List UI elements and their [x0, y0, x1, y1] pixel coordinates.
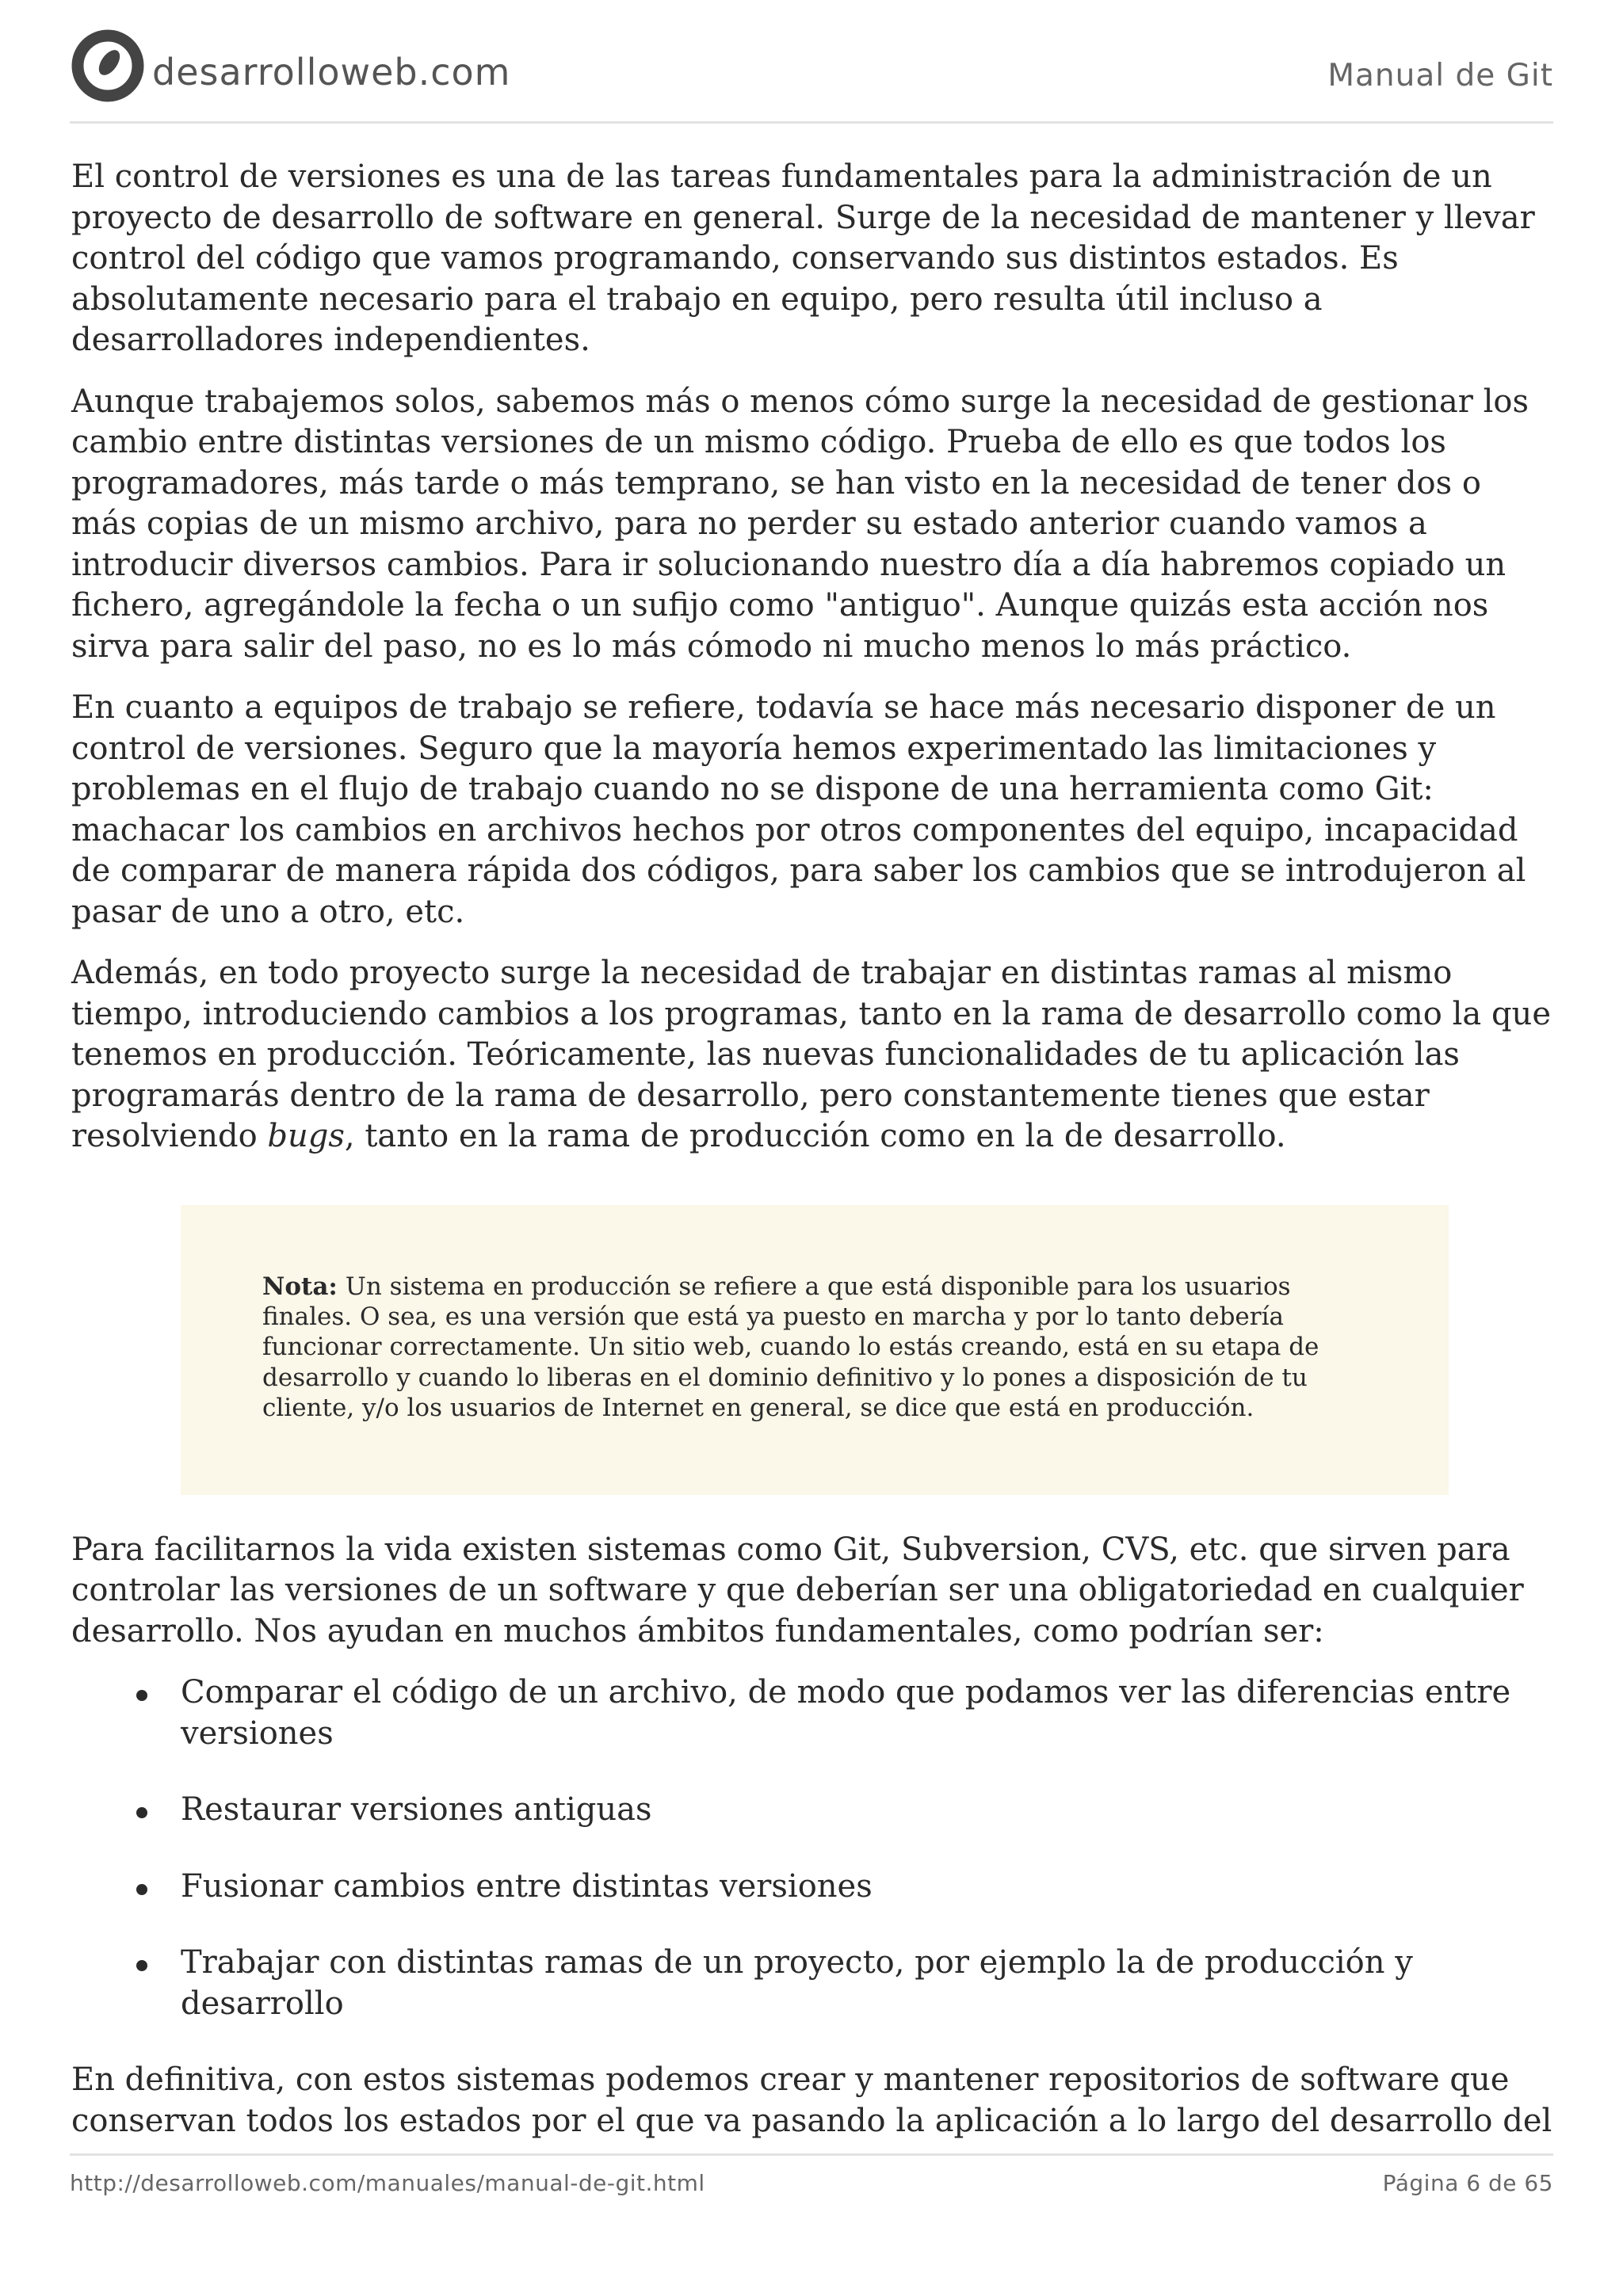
note-label: Nota:	[262, 1272, 338, 1301]
bullet-icon	[136, 1690, 147, 1701]
paragraph-4-text-before: Además, en todo proyecto surge la necesidad de trabajar en distintas ramas al mismo tiempo, introduciendo cambios a los programas, tanto en la rama de desarrollo como la que tenemos en producción. Teóricamente, las nuevas funcionalidades de tu aplicación las programarás dentro de la rama de desarrollo, pero constantemente tienes que estar resolviendo	[71, 955, 1551, 1154]
paragraph-4	[71, 953, 1555, 1158]
note-box	[181, 1205, 1449, 1495]
list-item	[71, 1672, 1555, 1754]
list-item	[71, 1943, 1555, 2024]
list-item	[71, 1867, 1555, 1908]
site-logo[interactable]	[70, 22, 511, 109]
note-text: Un sistema en producción se refiere a que está disponible para los usuarios finales. O sea, es una versión que está ya puesto en marcha y por lo tanto debería funcionar correctamente. Un sitio web, cuando lo estás creando, está en su etapa de desarrollo y cuando lo liberas en el dominio definitivo y lo pones a disposición de tu cliente, y/o los usuarios de Internet en general, se dice que está en producción.	[262, 1272, 1319, 1423]
paragraph-6: En definitiva, con estos sistemas podemos crear y mantener repositorios de software que conservan todos los estados por el que va pasando la aplicación a lo largo del desarrollo del	[71, 2061, 1552, 2139]
page-header	[70, 22, 1553, 124]
paragraph-4-emphasis: bugs	[267, 1118, 345, 1154]
paragraph-5: Para facilitarnos la vida existen sistemas como Git, Subversion, CVS, etc. que sirven para controlar las versiones de un software y que deberían ser una obligatoriedad en cualquier desarrollo. Nos ayudan en muchos ámbitos fundamentales, como podrían ser:	[71, 1531, 1524, 1650]
list-item	[71, 1790, 1555, 1831]
bullet-icon	[136, 1807, 147, 1818]
logo-wordmark: desarrolloweb.com	[152, 51, 511, 93]
paragraph-2: Aunque trabajemos solos, sabemos más o menos cómo surge la necesidad de gestionar los cambio entre distintas versiones de un mismo código. Prueba de ello es que todos los programadores, más tarde o más temprano, se han visto en la necesidad de tener dos o más copias de un mismo archivo, para no perder su estado anterior cuando vamos a introducir diversos cambios. Para ir solucionando nuestro día a día habremos copiado un fichero, agregándole la fecha o un sufijo como "antiguo". Aunque quizás esta acción nos sirva para salir del paso, no es lo más cómodo ni mucho menos lo más práctico.	[71, 383, 1529, 665]
page-number: Página 6 de 65	[1382, 2170, 1553, 2196]
paragraph-3: En cuanto a equipos de trabajo se refiere, todavía se hace más necesario disponer de un control de versiones. Seguro que la mayoría hemos experimentado las limitaciones y problemas en el flujo de trabajo cuando no se dispone de una herramienta como Git: machacar los cambios en archivos hechos por otros componentes del equipo, incapacidad de comparar de manera rápida dos códigos, para saber los cambios que se introdujeron al pasar de uno a otro, etc.	[71, 689, 1526, 930]
paragraph-1: El control de versiones es una de las tareas fundamentales para la administración de un proyecto de desarrollo de software en general. Surge de la necesidad de mantener y llevar control del código que vamos programando, conservando sus distintos estados. Es absolutamente necesario para el trabajo en equipo, pero resulta útil incluso a desarrolladores independientes.	[71, 158, 1535, 358]
bullet-icon	[136, 1884, 147, 1895]
footer-url-link[interactable]: http://desarrolloweb.com/manuales/manual-de-git.html	[70, 2170, 705, 2196]
desarrolloweb-logo-icon	[70, 28, 146, 104]
list-item-text: Fusionar cambios entre distintas versiones	[181, 1867, 873, 1905]
list-item-text: Comparar el código de un archivo, de modo que podamos ver las diferencias entre versiones	[181, 1674, 1511, 1752]
bullet-list	[71, 1672, 1555, 2024]
list-item-text: Restaurar versiones antiguas	[181, 1791, 652, 1828]
page-footer	[70, 2153, 1553, 2196]
manual-title: Manual de Git	[1327, 58, 1553, 93]
bullet-icon	[136, 1960, 147, 1971]
paragraph-4-text-after: , tanto en la rama de producción como en la de desarrollo.	[344, 1118, 1286, 1154]
main-content	[71, 157, 1555, 2162]
list-item-text: Trabajar con distintas ramas de un proyecto, por ejemplo la de producción y desarrollo	[181, 1944, 1413, 2022]
